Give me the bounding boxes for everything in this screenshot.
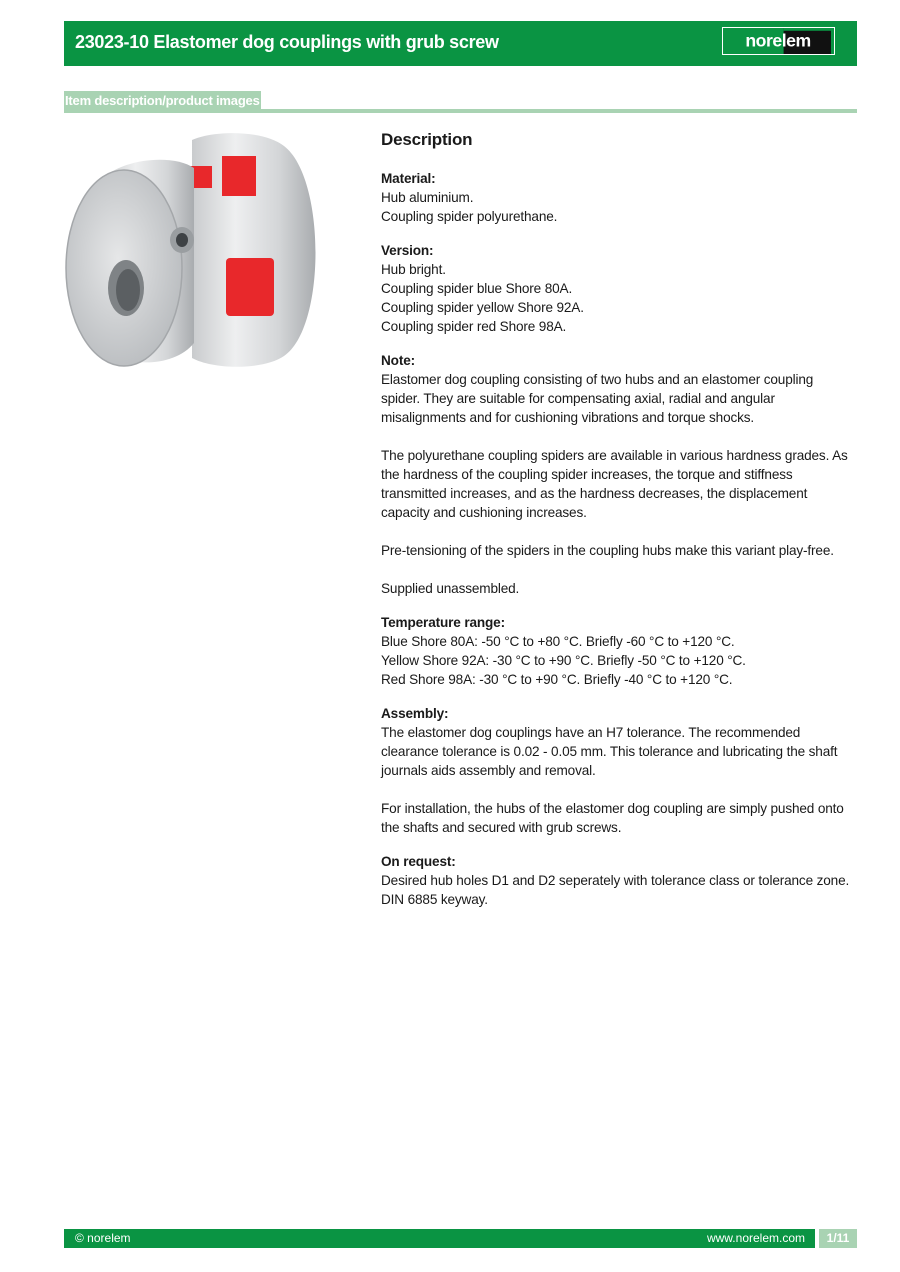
- grub-screw: [176, 233, 188, 247]
- bore-inner: [116, 269, 140, 311]
- description-block: [381, 613, 851, 689]
- description-block: [381, 351, 851, 598]
- text-line: Pre-tensioning of the spiders in the coupling hubs make this variant play-free.: [381, 543, 834, 558]
- description-block: [381, 169, 851, 226]
- text-line: Supplied unassembled.: [381, 581, 520, 596]
- header-bar: [64, 21, 857, 66]
- description-block: [381, 241, 851, 336]
- text-line: Elastomer dog coupling consisting of two hubs and an elastomer coupling spider. They are suitable for compensating axial, radial and angular misalignments and for cushioning vibrations and torque shocks.: [381, 372, 814, 425]
- paragraph-gap: [381, 780, 851, 799]
- text-line: Hub aluminium.: [381, 190, 474, 205]
- text-line: For installation, the hubs of the elastomer dog coupling are simply pushed onto the shafts and secured with grub screws.: [381, 801, 844, 835]
- paragraph-gap: [381, 427, 851, 446]
- block-heading: Version:: [381, 243, 434, 258]
- block-heading: Material:: [381, 171, 436, 186]
- description-block: [381, 704, 851, 837]
- spider-top: [222, 156, 256, 196]
- text-line: Blue Shore 80A: -50 °C to +80 °C. Briefly -60 °C to +120 °C.: [381, 634, 735, 649]
- text-line: Coupling spider red Shore 98A.: [381, 319, 567, 334]
- text-line: The elastomer dog couplings have an H7 tolerance. The recommended clearance tolerance is 0.02 - 0.05 mm. This tolerance and lubricating the shaft journals aids assembly and removal.: [381, 725, 838, 778]
- footer-url[interactable]: www.norelem.com: [706, 1231, 805, 1245]
- block-heading: Temperature range:: [381, 615, 505, 630]
- logo-graphic: [723, 28, 834, 54]
- description-blocks: [381, 169, 851, 909]
- text-line: Hub bright.: [381, 262, 446, 277]
- paragraph-gap: [381, 522, 851, 541]
- description-block: [381, 852, 851, 909]
- text-line: Yellow Shore 92A: -30 °C to +90 °C. Briefly -50 °C to +120 °C.: [381, 653, 746, 668]
- text-line: Red Shore 98A: -30 °C to +90 °C. Briefly -40 °C to +120 °C.: [381, 672, 733, 687]
- logo-text: norelem: [745, 30, 811, 51]
- paragraph-gap: [381, 560, 851, 579]
- text-line: Coupling spider blue Shore 80A.: [381, 281, 573, 296]
- norelem-logo: [722, 27, 835, 55]
- description-panel: [381, 128, 851, 924]
- block-heading: On request:: [381, 854, 456, 869]
- text-line: Coupling spider yellow Shore 92A.: [381, 300, 584, 315]
- page-number: 1/11: [819, 1229, 857, 1248]
- footer-bar: [64, 1229, 857, 1248]
- footer-copyright: © norelem: [75, 1231, 131, 1245]
- spider-side: [226, 258, 274, 316]
- block-heading: Note:: [381, 353, 415, 368]
- description-title: Description: [381, 130, 473, 149]
- product-image: [64, 128, 322, 373]
- section-label: Item description/product images: [65, 93, 260, 108]
- page-title: 23023-10 Elastomer dog couplings with grub screw: [75, 32, 499, 52]
- text-line: The polyurethane coupling spiders are available in various hardness grades. As the hardness of the coupling spider increases, the torque and stiffness transmitted increases, and as the hardness decreases, the displacement capacity and cushioning increases.: [381, 448, 848, 520]
- text-line: Desired hub holes D1 and D2 seperately with tolerance class or tolerance zone.: [381, 873, 850, 888]
- text-line: DIN 6885 keyway.: [381, 892, 488, 907]
- block-heading: Assembly:: [381, 706, 449, 721]
- text-line: Coupling spider polyurethane.: [381, 209, 558, 224]
